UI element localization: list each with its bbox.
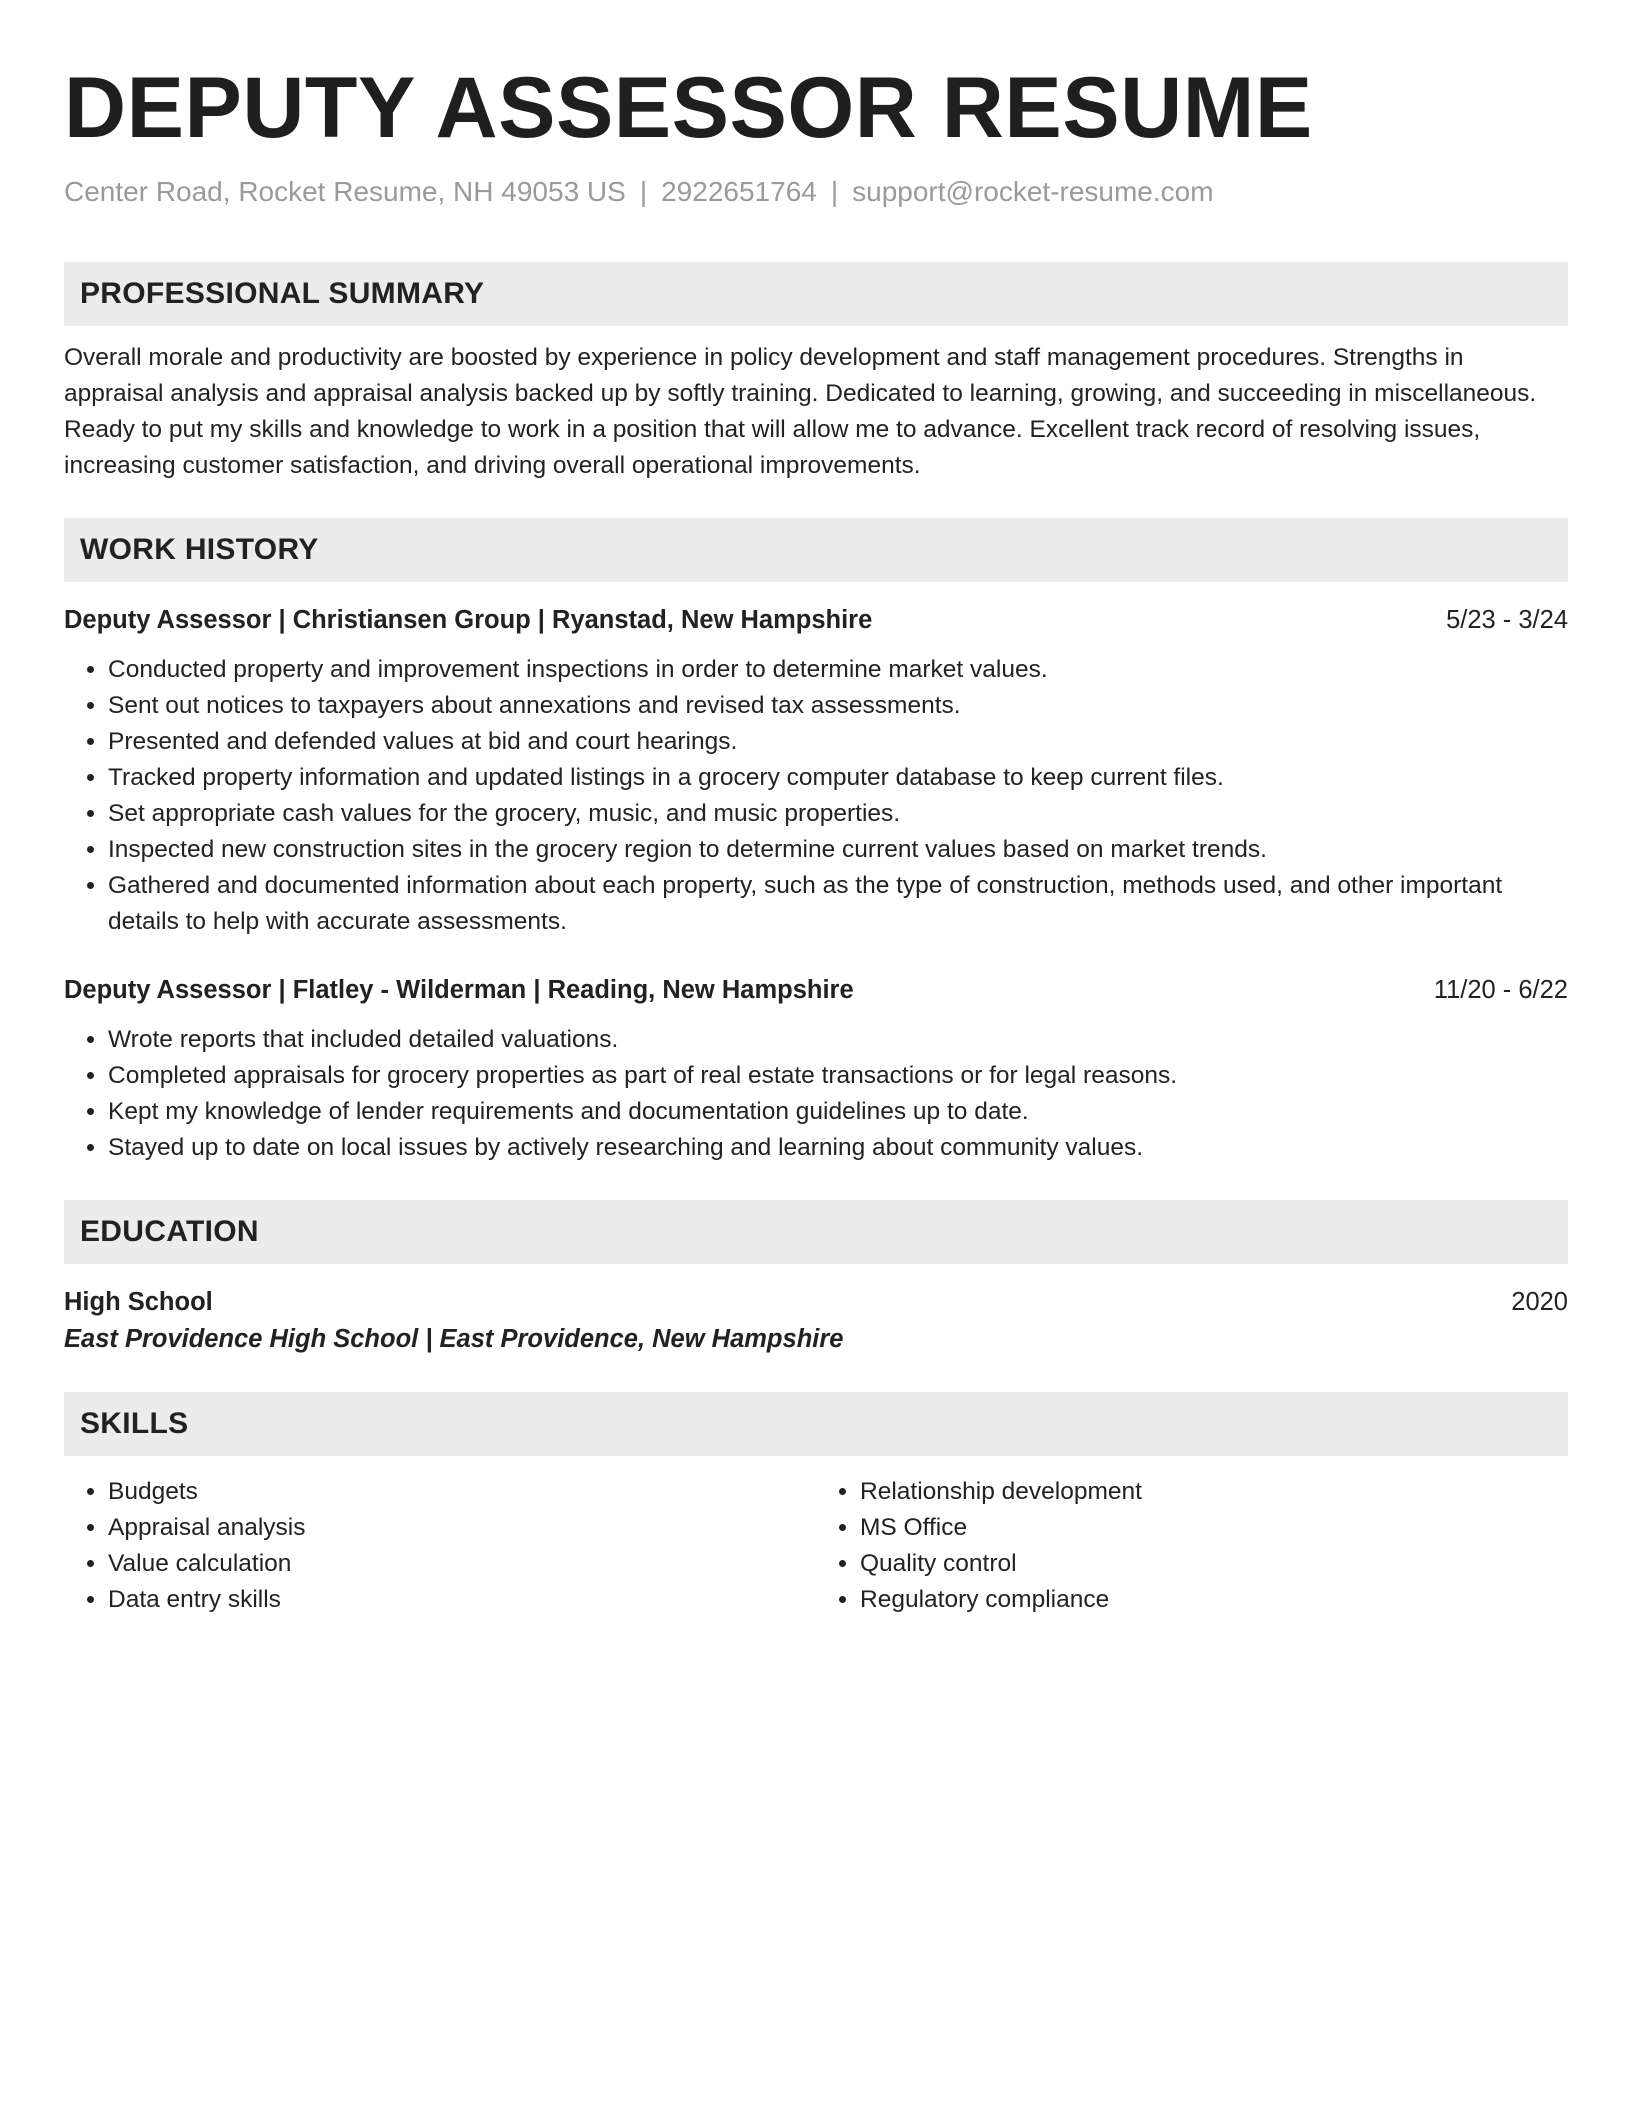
job-bullets [64, 1022, 1568, 1166]
job-header [64, 972, 1568, 1008]
job-bullet: • Inspected new construction sites in the grocery region to determine current values based on market trends. [108, 832, 1568, 868]
resume-title: DEPUTY ASSESSOR RESUME [64, 60, 1313, 156]
skills-list [816, 1474, 1568, 1618]
skills-column-right [816, 1474, 1568, 1618]
education-entry [64, 1284, 1568, 1358]
skill-item: • Value calculation [108, 1546, 816, 1582]
skill-item: • Appraisal analysis [108, 1510, 816, 1546]
job-bullet: • Presented and defended values at bid and court hearings. [108, 724, 1568, 760]
job-dates: 5/23 - 3/24 [1446, 606, 1568, 634]
job-bullet: • Conducted property and improvement inspections in order to determine market values. [108, 652, 1568, 688]
skill-item: • Regulatory compliance [860, 1582, 1568, 1618]
skill-item: • Data entry skills [108, 1582, 816, 1618]
section-header-skills: SKILLS [64, 1392, 1568, 1456]
contact-address: Center Road, Rocket Resume, NH 49053 US [64, 176, 626, 207]
skills-list [64, 1474, 816, 1618]
job-bullets [64, 652, 1568, 940]
contact-phone: 2922651764 [661, 176, 817, 207]
job-title: Deputy Assessor | Christiansen Group | Ryanstad, New Hampshire [64, 606, 873, 634]
job-bullet: • Completed appraisals for grocery properties as part of real estate transactions or for legal reasons. [108, 1058, 1568, 1094]
job-bullet: • Set appropriate cash values for the grocery, music, and music properties. [108, 796, 1568, 832]
job-header [64, 602, 1568, 638]
contact-separator: | [639, 176, 648, 207]
summary-text: Overall morale and productivity are boosted by experience in policy development and staff management procedures. Strengths in appraisal analysis and appraisal analysis backed up by softly training. Dedicated to learning, growing, and succeeding in miscellaneous. Ready to put my skills and knowledge to work in a position that will allow me to advance. Excellent track record of resolving issues, increasing customer satisfaction, and driving overall operational improvements. [64, 344, 1537, 479]
education-school: East Providence High School | East Providence, New Hampshire [64, 1325, 844, 1353]
job-bullet: • Tracked property information and updated listings in a grocery computer database to keep current files. [108, 760, 1568, 796]
job-bullet: • Stayed up to date on local issues by actively researching and learning about community values. [108, 1130, 1568, 1166]
job-title: Deputy Assessor | Flatley - Wilderman | Reading, New Hampshire [64, 976, 854, 1004]
job-bullet: • Kept my knowledge of lender requirements and documentation guidelines up to date. [108, 1094, 1568, 1130]
job-entry [64, 602, 1568, 940]
job-dates: 11/20 - 6/22 [1433, 976, 1568, 1004]
job-entry [64, 972, 1568, 1166]
job-bullet: • Wrote reports that included detailed valuations. [108, 1022, 1568, 1058]
skill-item: • Budgets [108, 1474, 816, 1510]
section-header-work-history: WORK HISTORY [64, 518, 1568, 582]
contact-email: support@rocket-resume.com [852, 176, 1214, 207]
section-header-education: EDUCATION [64, 1200, 1568, 1264]
section-header-summary: PROFESSIONAL SUMMARY [64, 262, 1568, 326]
education-year: 2020 [1511, 1288, 1568, 1316]
job-bullet: • Sent out notices to taxpayers about annexations and revised tax assessments. [108, 688, 1568, 724]
skill-item: • Quality control [860, 1546, 1568, 1582]
skills-grid [64, 1474, 1568, 1618]
contact-separator: | [830, 176, 839, 207]
contact-line [64, 172, 1568, 212]
education-degree: High School [64, 1288, 213, 1316]
skill-item: • MS Office [860, 1510, 1568, 1546]
skill-item: • Relationship development [860, 1474, 1568, 1510]
education-header [64, 1284, 1568, 1320]
job-bullet: • Gathered and documented information about each property, such as the type of construction, methods used, and other important details to help with accurate assessments. [108, 868, 1568, 940]
skills-column-left [64, 1474, 816, 1618]
